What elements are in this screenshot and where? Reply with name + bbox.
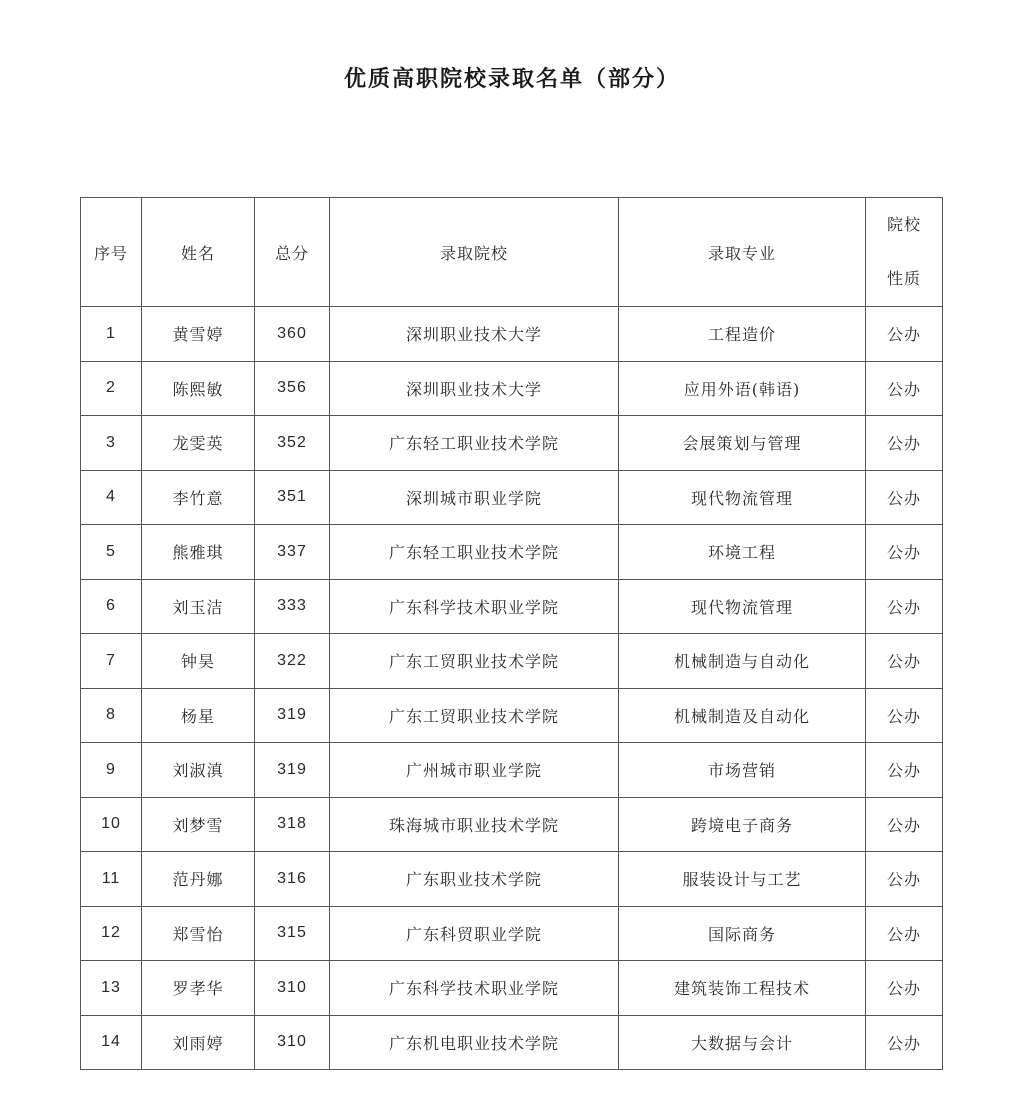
- table-body: [81, 307, 943, 1070]
- admission-table: [80, 197, 943, 1070]
- cell-school: 深圳职业技术大学: [330, 361, 619, 416]
- cell-school: 广东科学技术职业学院: [330, 579, 619, 634]
- cell-school-type: 公办: [866, 470, 943, 525]
- cell-index: 5: [81, 525, 142, 580]
- cell-name: 范丹娜: [142, 852, 255, 907]
- cell-school: 广东工贸职业技术学院: [330, 688, 619, 743]
- cell-major: 现代物流管理: [619, 579, 866, 634]
- header-major: 录取专业: [619, 198, 866, 307]
- table-header: [81, 198, 943, 307]
- cell-index: 1: [81, 307, 142, 362]
- table-row: [81, 743, 943, 798]
- cell-major: 建筑装饰工程技术: [619, 961, 866, 1016]
- header-name: 姓名: [142, 198, 255, 307]
- cell-score: 352: [255, 416, 330, 471]
- cell-school-type: 公办: [866, 688, 943, 743]
- cell-major: 应用外语(韩语): [619, 361, 866, 416]
- cell-school-type: 公办: [866, 797, 943, 852]
- cell-school: 广东轻工职业技术学院: [330, 525, 619, 580]
- cell-index: 9: [81, 743, 142, 798]
- cell-score: 316: [255, 852, 330, 907]
- header-row: [81, 198, 943, 307]
- cell-school-type: 公办: [866, 361, 943, 416]
- cell-school-type: 公办: [866, 852, 943, 907]
- cell-index: 3: [81, 416, 142, 471]
- cell-school-type: 公办: [866, 743, 943, 798]
- table-row: [81, 525, 943, 580]
- cell-score: 310: [255, 1015, 330, 1070]
- cell-score: 315: [255, 906, 330, 961]
- table-row: [81, 906, 943, 961]
- header-school-type-line1: 院校: [886, 215, 921, 234]
- table-row: [81, 961, 943, 1016]
- cell-name: 杨星: [142, 688, 255, 743]
- cell-school: 广州城市职业学院: [330, 743, 619, 798]
- cell-name: 陈熙敏: [142, 361, 255, 416]
- table-row: [81, 634, 943, 689]
- cell-index: 2: [81, 361, 142, 416]
- cell-name: 刘雨婷: [142, 1015, 255, 1070]
- cell-index: 12: [81, 906, 142, 961]
- cell-index: 8: [81, 688, 142, 743]
- cell-school-type: 公办: [866, 634, 943, 689]
- cell-school: 广东机电职业技术学院: [330, 1015, 619, 1070]
- cell-major: 机械制造及自动化: [619, 688, 866, 743]
- table-row: [81, 307, 943, 362]
- cell-school: 珠海城市职业技术学院: [330, 797, 619, 852]
- table-row: [81, 688, 943, 743]
- cell-name: 黄雪婷: [142, 307, 255, 362]
- cell-index: 6: [81, 579, 142, 634]
- cell-index: 4: [81, 470, 142, 525]
- cell-score: 310: [255, 961, 330, 1016]
- cell-major: 会展策划与管理: [619, 416, 866, 471]
- table-row: [81, 470, 943, 525]
- header-school-type-line2: 性质: [886, 269, 921, 288]
- cell-index: 11: [81, 852, 142, 907]
- cell-school: 广东职业技术学院: [330, 852, 619, 907]
- cell-school-type: 公办: [866, 906, 943, 961]
- cell-school-type: 公办: [866, 1015, 943, 1070]
- table-row: [81, 416, 943, 471]
- cell-major: 环境工程: [619, 525, 866, 580]
- cell-school: 广东科贸职业学院: [330, 906, 619, 961]
- cell-name: 钟昊: [142, 634, 255, 689]
- cell-major: 工程造价: [619, 307, 866, 362]
- cell-score: 319: [255, 743, 330, 798]
- table-row: [81, 579, 943, 634]
- header-score: 总分: [255, 198, 330, 307]
- cell-major: 市场营销: [619, 743, 866, 798]
- table-row: [81, 797, 943, 852]
- cell-score: 351: [255, 470, 330, 525]
- cell-school: 深圳城市职业学院: [330, 470, 619, 525]
- cell-school: 广东工贸职业技术学院: [330, 634, 619, 689]
- table-row: [81, 361, 943, 416]
- header-index: 序号: [81, 198, 142, 307]
- cell-school-type: 公办: [866, 579, 943, 634]
- cell-name: 罗孝华: [142, 961, 255, 1016]
- cell-major: 服装设计与工艺: [619, 852, 866, 907]
- table-row: [81, 1015, 943, 1070]
- cell-school: 深圳职业技术大学: [330, 307, 619, 362]
- cell-major: 现代物流管理: [619, 470, 866, 525]
- cell-score: 356: [255, 361, 330, 416]
- cell-major: 大数据与会计: [619, 1015, 866, 1070]
- cell-major: 国际商务: [619, 906, 866, 961]
- cell-name: 龙雯英: [142, 416, 255, 471]
- cell-school-type: 公办: [866, 416, 943, 471]
- cell-school-type: 公办: [866, 307, 943, 362]
- table-row: [81, 852, 943, 907]
- cell-score: 333: [255, 579, 330, 634]
- cell-score: 337: [255, 525, 330, 580]
- page-title: 优质高职院校录取名单（部分）: [343, 66, 680, 92]
- cell-score: 318: [255, 797, 330, 852]
- cell-name: 熊雅琪: [142, 525, 255, 580]
- cell-name: 李竹意: [142, 470, 255, 525]
- cell-major: 机械制造与自动化: [619, 634, 866, 689]
- header-school: 录取院校: [330, 198, 619, 307]
- cell-name: 刘梦雪: [142, 797, 255, 852]
- cell-index: 7: [81, 634, 142, 689]
- cell-index: 14: [81, 1015, 142, 1070]
- cell-school-type: 公办: [866, 525, 943, 580]
- cell-major: 跨境电子商务: [619, 797, 866, 852]
- header-school-type: [866, 198, 943, 307]
- cell-school-type: 公办: [866, 961, 943, 1016]
- cell-score: 319: [255, 688, 330, 743]
- cell-name: 刘玉洁: [142, 579, 255, 634]
- cell-score: 360: [255, 307, 330, 362]
- cell-index: 13: [81, 961, 142, 1016]
- cell-school: 广东科学技术职业学院: [330, 961, 619, 1016]
- cell-score: 322: [255, 634, 330, 689]
- cell-index: 10: [81, 797, 142, 852]
- cell-school: 广东轻工职业技术学院: [330, 416, 619, 471]
- cell-name: 刘淑滇: [142, 743, 255, 798]
- cell-name: 郑雪怡: [142, 906, 255, 961]
